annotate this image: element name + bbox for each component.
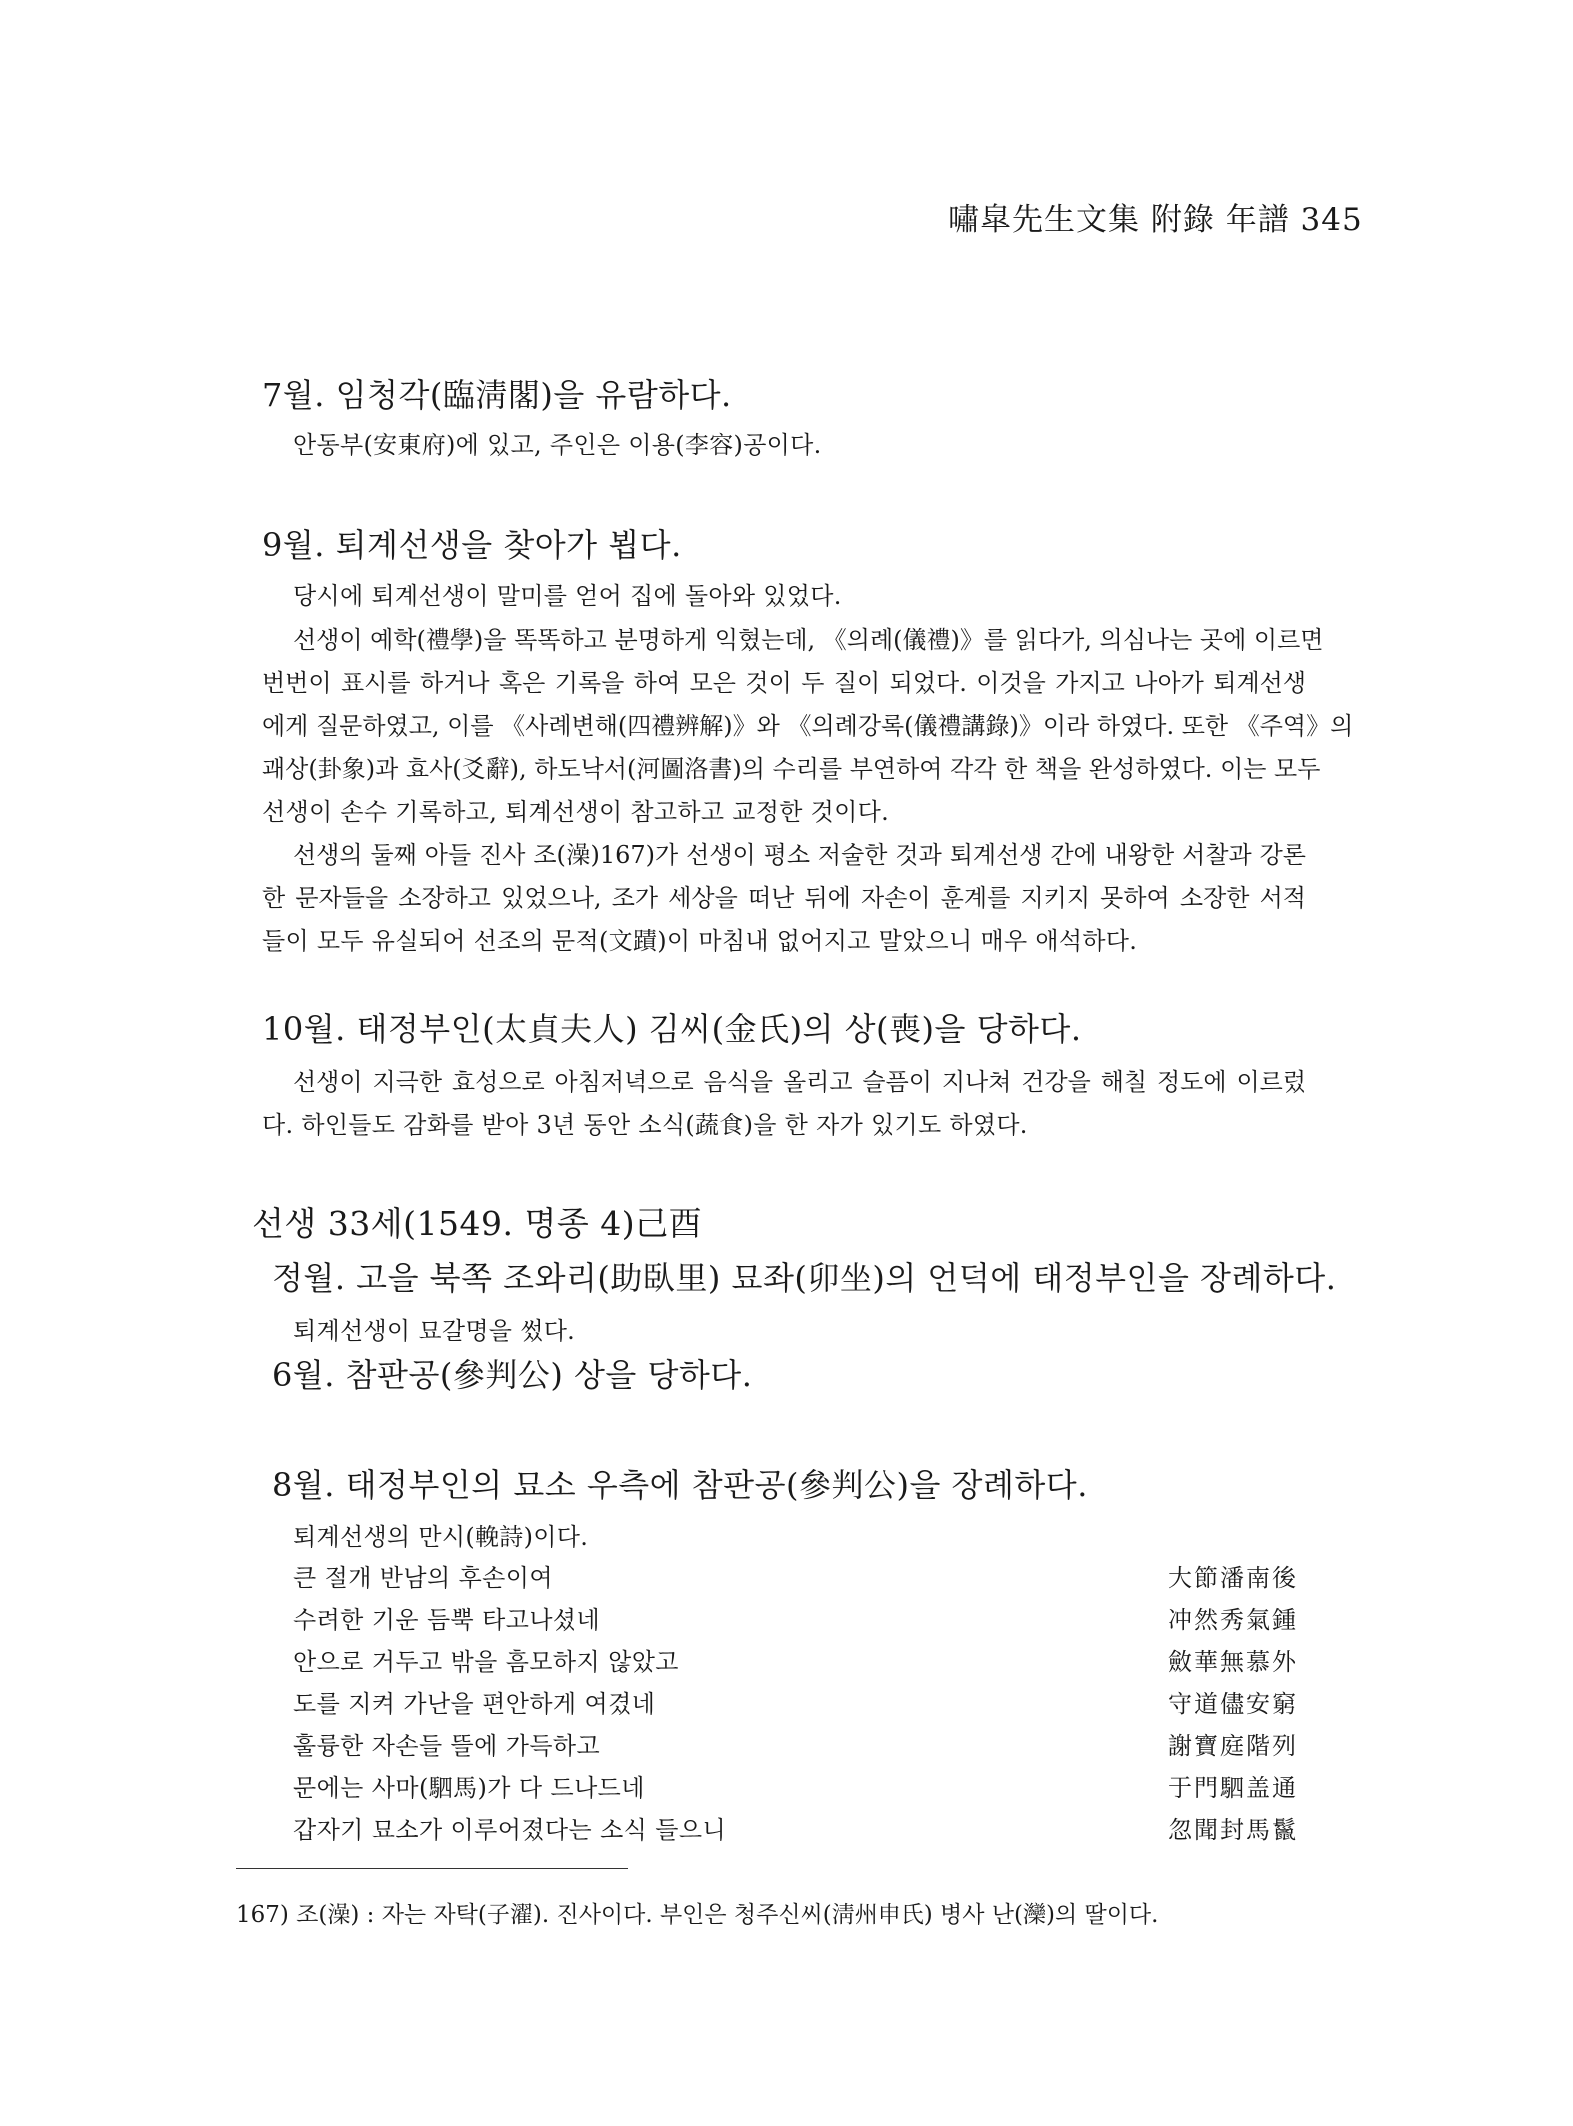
running-header: 嘯皐先生文集 附錄 年譜 345: [948, 202, 1363, 238]
poem-line-korean: 큰 절개 반남의 후손이여: [293, 1564, 553, 1592]
paragraph-line: 선생의 둘째 아들 진사 조(澡)167)가 선생이 평소 저술한 것과 퇴계선생 간에 내왕한 서찰과 강론: [293, 841, 1306, 869]
poem-line-korean: 안으로 거두고 밖을 흠모하지 않았고: [293, 1648, 679, 1676]
poem-line-chinese: 冲然秀氣鍾: [1168, 1606, 1298, 1634]
section-heading-july: 7월. 임청각(臨淸閣)을 유람하다.: [262, 376, 732, 414]
year-heading: 선생 33세(1549. 명종 4)己酉: [252, 1204, 703, 1243]
poem-line-chinese: 于門駟盖通: [1168, 1774, 1298, 1802]
paragraph-line: 선생이 손수 기록하고, 퇴계선생이 참고하고 교정한 것이다.: [262, 798, 890, 826]
footnote-167: 167) 조(澡) : 자는 자탁(子濯). 진사이다. 부인은 청주신씨(淸州申氏) 병사 난(灤)의 딸이다.: [236, 1902, 1159, 1928]
poem-line-korean: 문에는 사마(駟馬)가 다 드나드네: [293, 1774, 645, 1802]
poem-line-chinese: 忽聞封馬鬣: [1168, 1816, 1298, 1844]
poem-line-korean: 훌륭한 자손들 뜰에 가득하고: [293, 1732, 601, 1760]
section-heading-june: 6월. 참판공(參判公) 상을 당하다.: [272, 1356, 753, 1394]
paragraph-line: 선생이 예학(禮學)을 똑똑하고 분명하게 익혔는데, 《의례(儀禮)》를 읽다가, 의심나는 곳에 이르면: [293, 626, 1324, 654]
paragraph-january: 퇴계선생이 묘갈명을 썼다.: [293, 1317, 576, 1345]
section-heading-october: 10월. 태정부인(太貞夫人) 김씨(金氏)의 상(喪)을 당하다.: [262, 1010, 1082, 1048]
paragraph-line: 다. 하인들도 감화를 받아 3년 동안 소식(蔬食)을 한 자가 있기도 하였다.: [262, 1111, 1028, 1139]
section-heading-august: 8월. 태정부인의 묘소 우측에 참판공(參判公)을 장례하다.: [272, 1466, 1088, 1504]
paragraph-july: 안동부(安東府)에 있고, 주인은 이용(李容)공이다.: [293, 431, 822, 459]
poem-line-chinese: 謝寶庭階列: [1168, 1732, 1298, 1760]
poem-line-chinese: 斂華無慕外: [1168, 1648, 1298, 1676]
poem-line-chinese: 大節潘南後: [1168, 1564, 1298, 1592]
paragraph-line: 괘상(卦象)과 효사(爻辭), 하도낙서(河圖洛書)의 수리를 부연하여 각각 한 책을 완성하였다. 이는 모두: [262, 755, 1321, 783]
poem-line-korean: 수려한 기운 듬뿍 타고나셨네: [293, 1606, 601, 1634]
poem-line-korean: 도를 지켜 가난을 편안하게 여겼네: [293, 1690, 656, 1718]
poem-line-chinese: 守道儘安窮: [1168, 1690, 1298, 1718]
poem-line-korean: 갑자기 묘소가 이루어졌다는 소식 들으니: [293, 1816, 727, 1844]
paragraph-line: 당시에 퇴계선생이 말미를 얻어 집에 돌아와 있었다.: [293, 582, 842, 610]
section-heading-september: 9월. 퇴계선생을 찾아가 뵙다.: [262, 526, 682, 564]
paragraph-line: 선생이 지극한 효성으로 아침저녁으로 음식을 올리고 슬픔이 지나쳐 건강을 해칠 정도에 이르렀: [293, 1068, 1306, 1096]
paragraph-line: 한 문자들을 소장하고 있었으나, 조가 세상을 떠난 뒤에 자손이 훈계를 지키지 못하여 소장한 서적: [262, 884, 1306, 912]
section-heading-january: 정월. 고을 북쪽 조와리(助臥里) 묘좌(卯坐)의 언덕에 태정부인을 장례하다.: [272, 1259, 1337, 1297]
paragraph-line: 에게 질문하였고, 이를 《사례변해(四禮辨解)》와 《의례강록(儀禮講錄)》이라 하였다. 또한 《주역》의: [262, 712, 1354, 740]
paragraph-line: 번번이 표시를 하거나 혹은 기록을 하여 모은 것이 두 질이 되었다. 이것을 가지고 나아가 퇴계선생: [262, 669, 1306, 697]
footnote-rule: [236, 1868, 628, 1869]
paragraph-august: 퇴계선생의 만시(輓詩)이다.: [293, 1523, 589, 1551]
paragraph-line: 들이 모두 유실되어 선조의 문적(文蹟)이 마침내 없어지고 말았으니 매우 애석하다.: [262, 927, 1138, 955]
